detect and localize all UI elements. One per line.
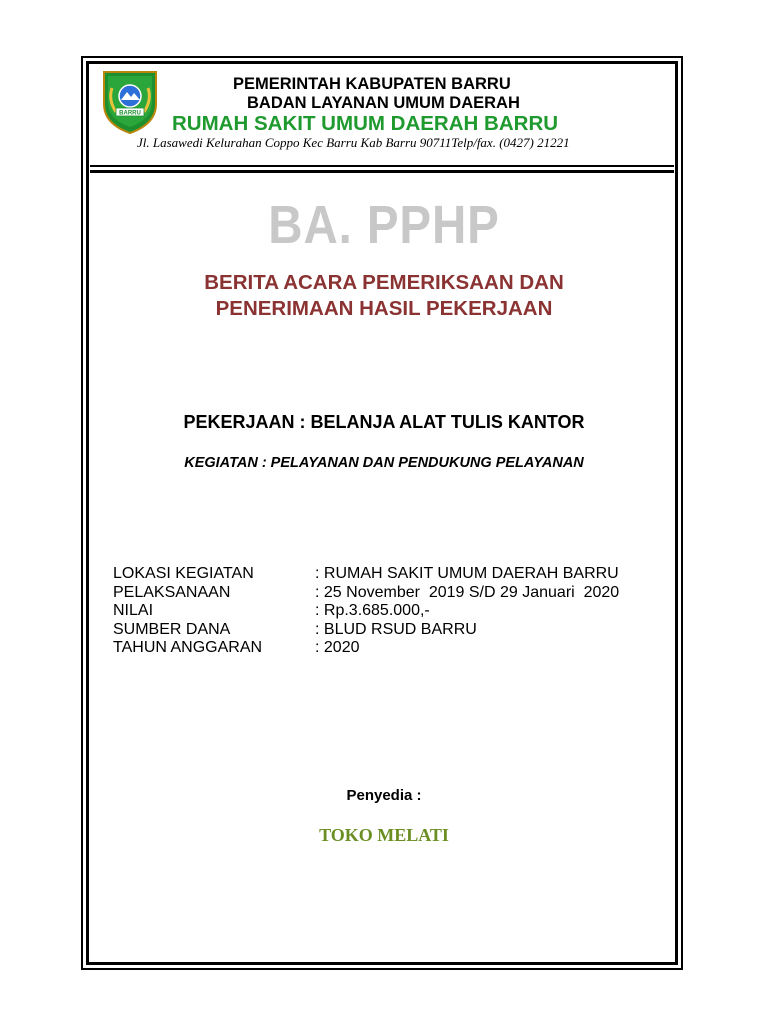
detail-value: : 25 November 2019 S/D 29 Januari 2020 bbox=[315, 583, 620, 601]
provider-name: TOKO MELATI bbox=[319, 825, 449, 845]
detail-value: : RUMAH SAKIT UMUM DAERAH BARRU bbox=[315, 565, 619, 582]
header-divider-thick bbox=[90, 170, 674, 173]
logo-text: BARRU bbox=[119, 110, 141, 117]
detail-label: NILAI bbox=[113, 602, 154, 619]
hospital-address: Jl. Lasawedi Kelurahan Coppo Kec Barru Kab Barru 90711Telp/fax. (0427) 21221 bbox=[137, 135, 570, 150]
detail-row bbox=[113, 565, 619, 584]
government-name: PEMERINTAH KABUPATEN BARRU bbox=[233, 75, 511, 93]
detail-label: SUMBER DANA bbox=[113, 620, 231, 638]
hospital-name: RUMAH SAKIT UMUM DAERAH BARRU bbox=[172, 112, 559, 135]
document-title-line1: BERITA ACARA PEMERIKSAAN DAN bbox=[204, 271, 564, 294]
detail-value: : 2020 bbox=[315, 639, 360, 656]
document-code-watermark: BA. PPHP bbox=[268, 195, 500, 255]
detail-value: : Rp.3.685.000,- bbox=[315, 602, 430, 619]
details-table bbox=[113, 565, 619, 658]
header-divider-thin bbox=[90, 165, 674, 167]
detail-row bbox=[113, 584, 619, 603]
document-title-line2: PENERIMAAN HASIL PEKERJAAN bbox=[215, 297, 553, 320]
detail-value: : BLUD RSUD BARRU bbox=[315, 620, 477, 638]
detail-label: TAHUN ANGGARAN bbox=[113, 639, 263, 656]
work-title: PEKERJAAN : BELANJA ALAT TULIS KANTOR bbox=[183, 412, 585, 432]
barru-emblem-icon bbox=[100, 66, 160, 136]
detail-label: LOKASI KEGIATAN bbox=[113, 565, 254, 582]
agency-name: BADAN LAYANAN UMUM DAERAH bbox=[247, 94, 520, 112]
detail-row bbox=[113, 602, 619, 621]
detail-row bbox=[113, 639, 619, 658]
activity-title: KEGIATAN : PELAYANAN DAN PENDUKUNG PELAYANAN bbox=[184, 455, 584, 471]
detail-row bbox=[113, 621, 619, 640]
provider-label: Penyedia : bbox=[346, 787, 422, 804]
detail-label: PELAKSANAAN bbox=[113, 583, 231, 601]
